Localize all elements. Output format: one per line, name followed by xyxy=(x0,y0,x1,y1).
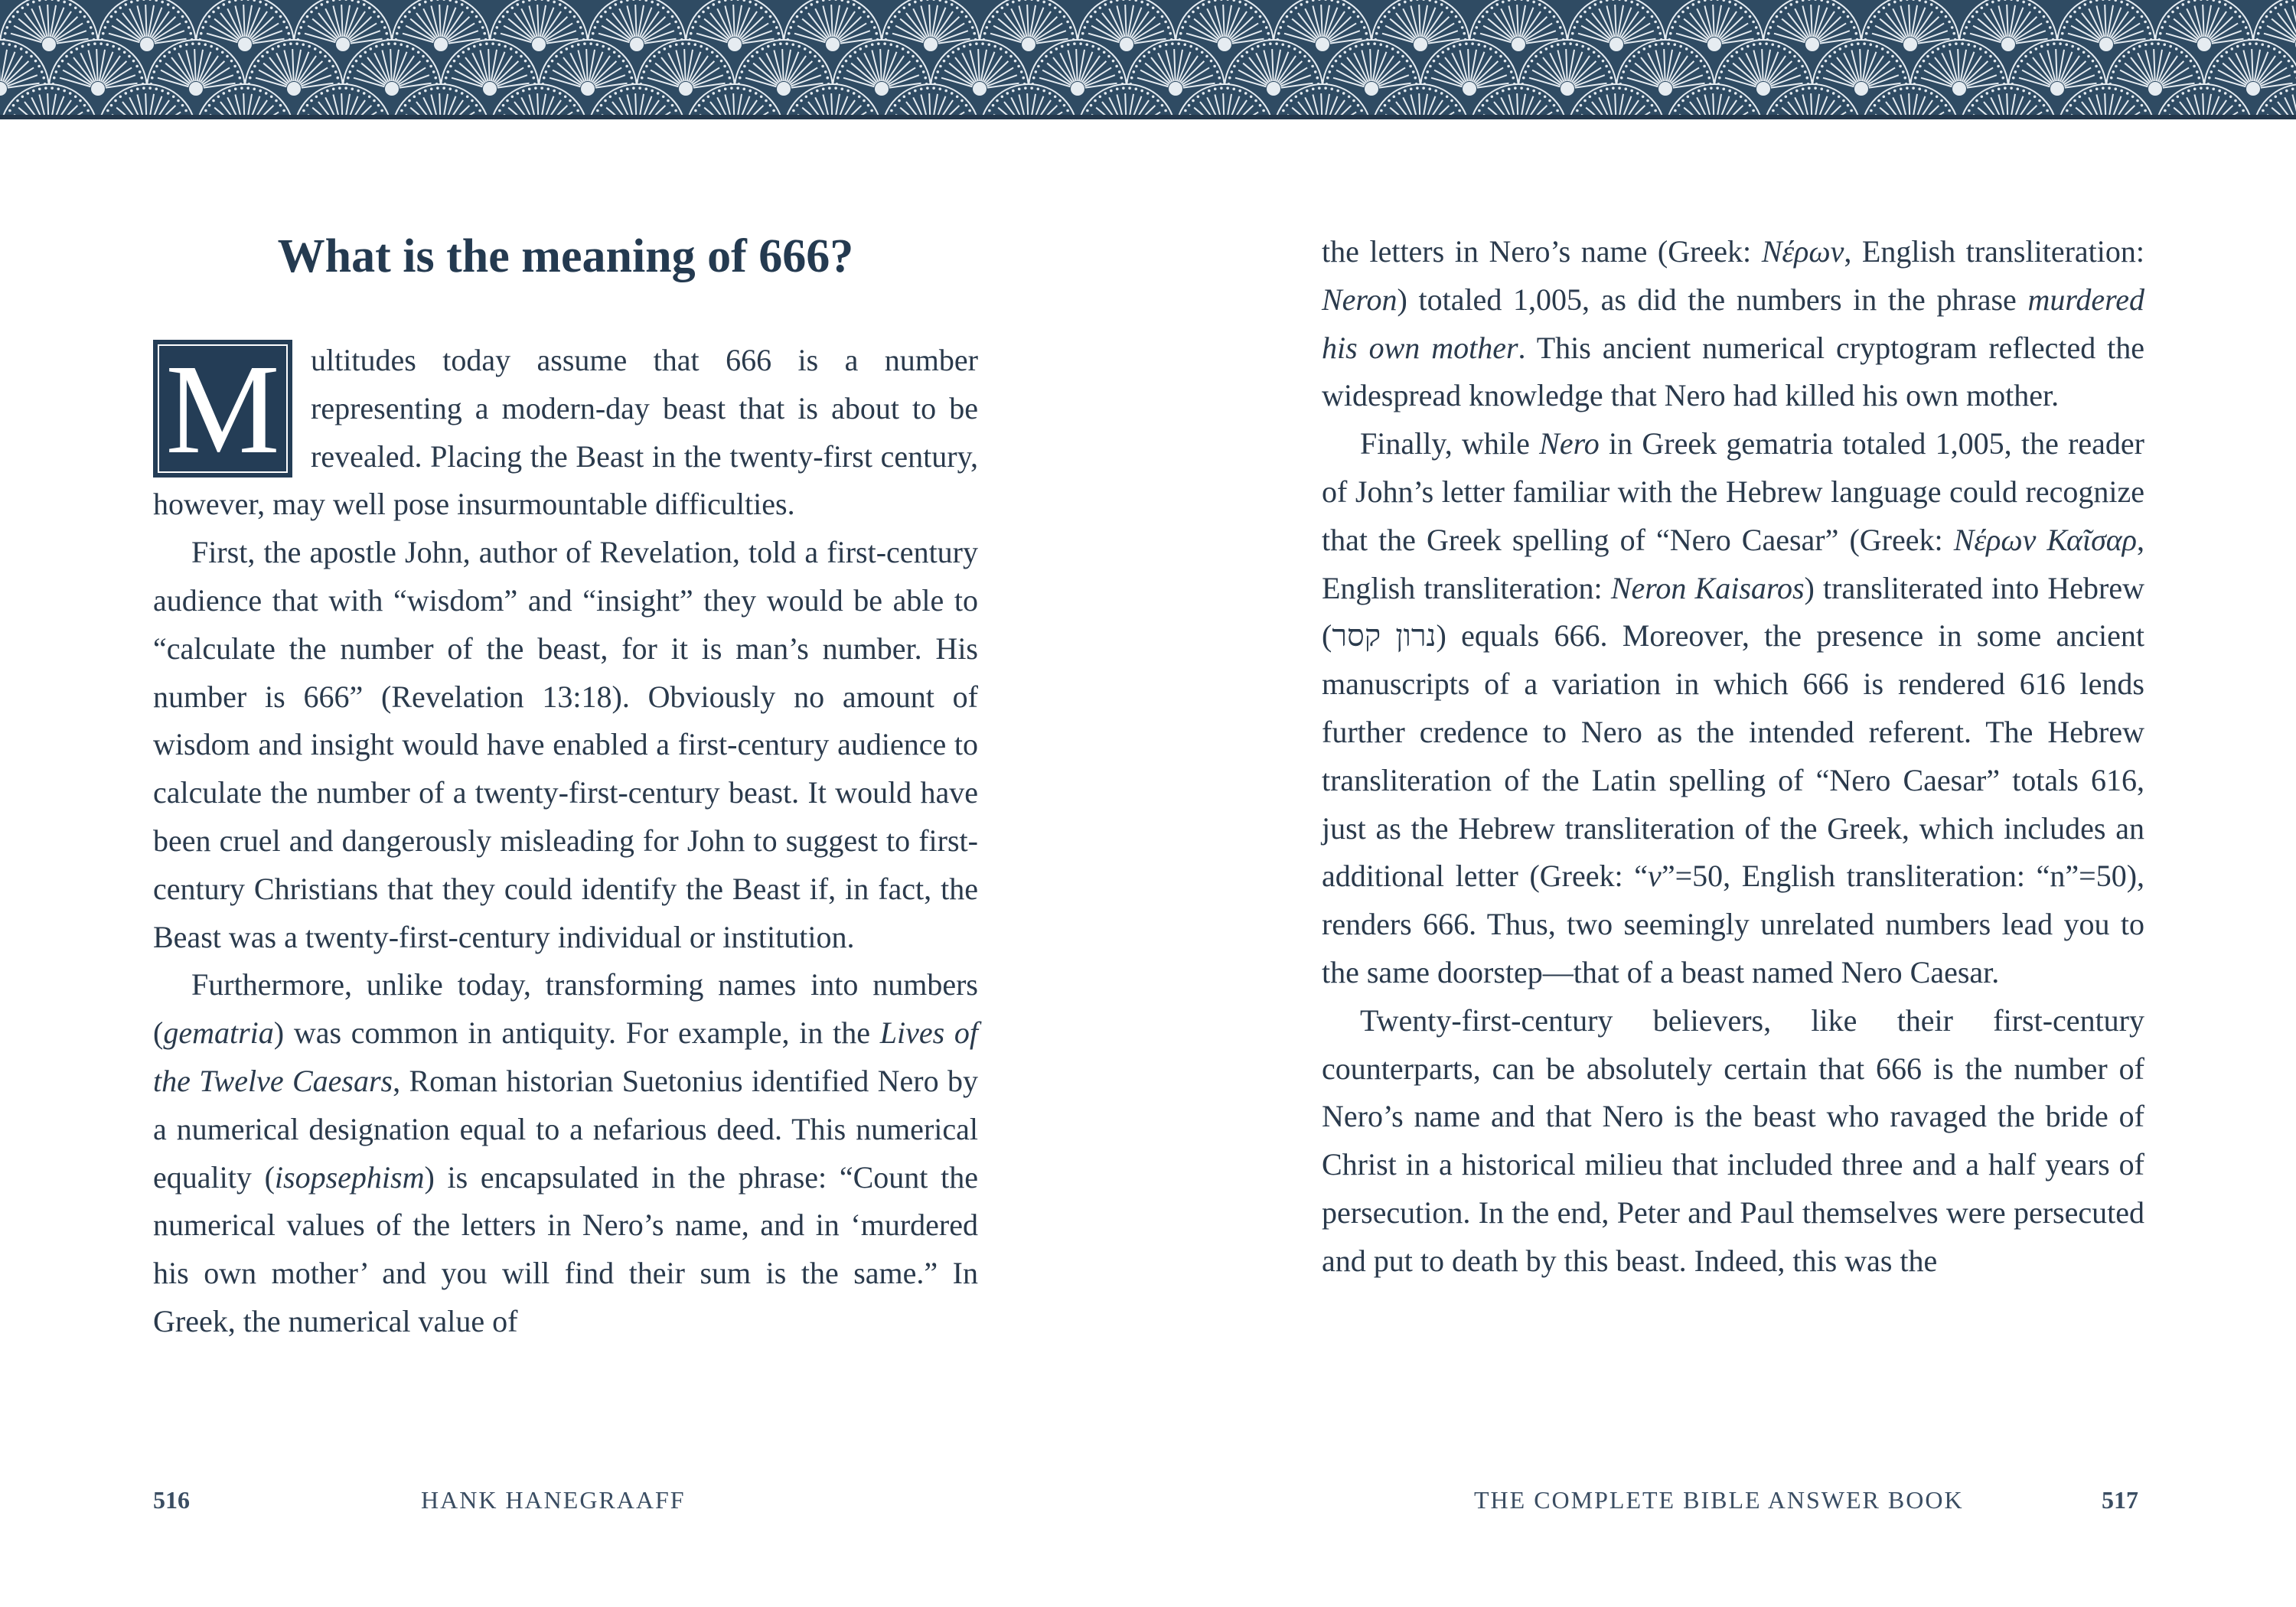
paragraph-2: First, the apostle John, author of Revelation, told a first-century audience that with “wisdom” and “insight” they would be able to “calculate the number of the beast, for it is man’s number. His number is 666” (Revelation 13:18). Obviously no amount of wisdom and insight would have enabled a first-century audience to calculate the number of a twenty-first-century beast. It would have been cruel and dangerously misleading for John to suggest to first-century Christians that they could identify the Beast if, in fact, the Beast was a twenty-first-century individual or institution. xyxy=(153,535,978,954)
paragraph-3: Furthermore, unlike today, transforming names into numbers (gematria) was common in antiquity. For example, in the Lives of the Twelve Caesars, Roman historian Suetonius identified Nero by a numerical designation equal to a nefarious deed. This numerical equality (isopsephism) is encapsulated in the phrase: “Count the numerical values of the letters in Nero’s name, and in ‘murdered his own mother’ and you will find their sum is the same.” In Greek, the numerical value of xyxy=(153,967,979,1338)
right-page xyxy=(1148,0,2296,1607)
paragraph-twenty-first-century: Twenty-first-century believers, like their first-century counterparts, can be absolutely certain that 666 is the number of Nero’s name and that Nero is the beast who ravaged the bride of Christ in a historical milieu that included three and a half years of persecution. In the end, Peter and Paul themselves were persecuted and put to death by this beast. Indeed, this was the xyxy=(1322,1002,2144,1278)
paragraph-continued: the letters in Nero’s name (Greek: Νέρων, English transliteration: Neron) totaled 1,005, as did the numbers in the phrase murdered his own mother. This ancient numerical cryptogram reflected the widespread knowledge that Nero had killed his own mother. xyxy=(1322,234,2144,413)
chapter-title: What is the meaning of 666? xyxy=(277,230,854,282)
page-number-left: 516 xyxy=(153,1486,190,1514)
right-body-text xyxy=(1322,228,2144,1286)
left-body-text xyxy=(153,337,978,1346)
hebrew-text: נרון קסר xyxy=(1332,618,1437,654)
paragraph-1: M ultitudes today assume that 666 is a number representing a modern-day beast that is about to be revealed. Placing the Beast in the twenty-first century, however, may well pose insurmountable difficulties. xyxy=(153,338,978,522)
page-number-right: 517 xyxy=(2102,1486,2138,1514)
drop-cap: M xyxy=(153,340,292,478)
running-head-book-title: THE COMPLETE BIBLE ANSWER BOOK xyxy=(1474,1486,1964,1514)
paragraph-finally: Finally, while Nero in Greek gematria totaled 1,005, the reader of John’s letter familiar with the Hebrew language could recognize that the Greek spelling of “Nero Caesar” (Greek: Νέρων Καῖσαρ, English transliteration: Neron Kaisaros) transliterated into Hebrew (נרון קסר) equals 666. Moreover, the presence in some ancient manuscripts of a variation in which 666 is rendered 616 lends further credence to Nero as the intended referent. The Hebrew transliteration of the Latin spelling of “Nero Caesar” totals 616, just as the Hebrew transliteration of the Greek, which includes an additional letter (Greek: “ν”=50, English transliteration: “n”=50), renders 666. Thus, two seemingly unrelated numbers lead you to the same doorstep—that of a beast named Nero Caesar. xyxy=(1322,426,2145,989)
running-head-author: HANK HANEGRAAFF xyxy=(421,1486,686,1514)
